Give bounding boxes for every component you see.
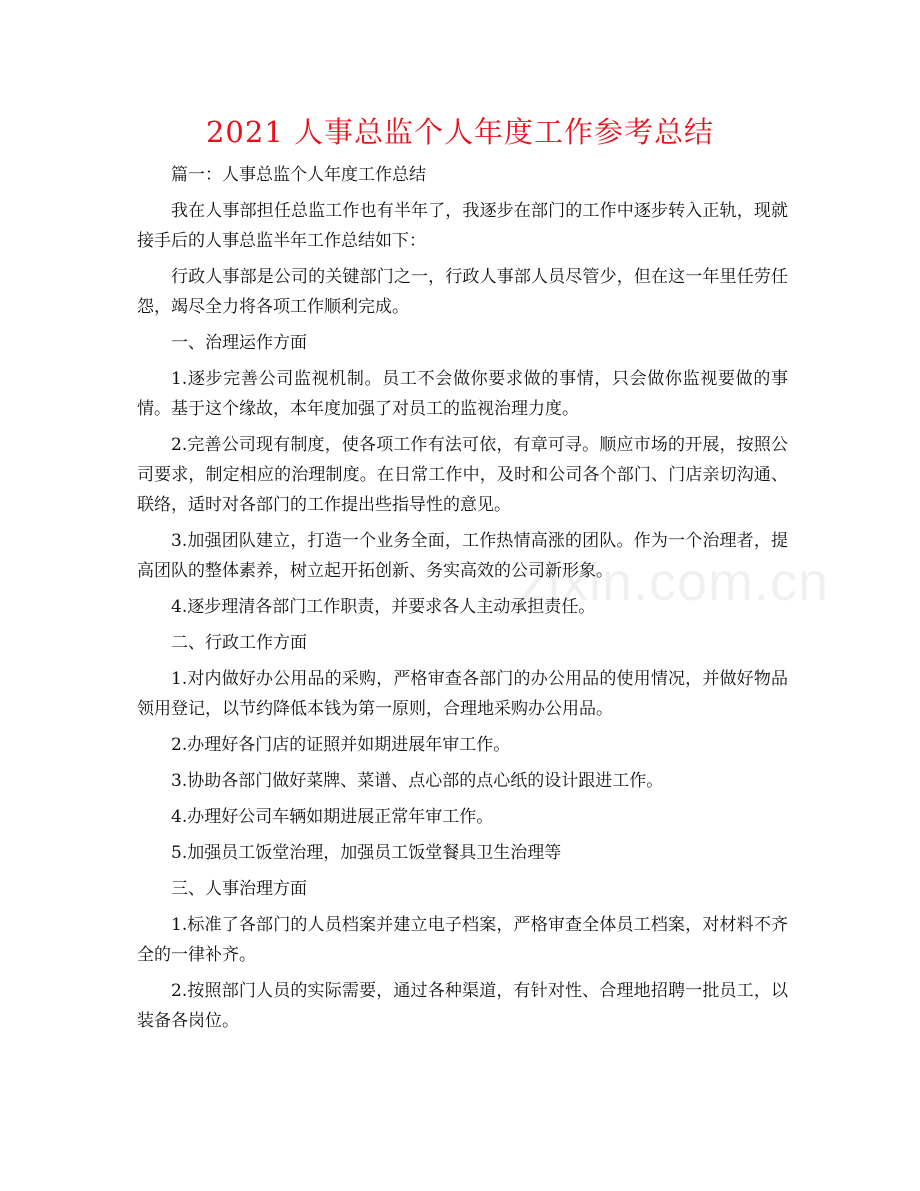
document-title: 2021 人事总监个人年度工作参考总结: [205, 115, 715, 149]
administration-item-4: 4.办理好公司车辆如期进展正常年审工作。: [171, 807, 494, 827]
section-heading-management: 一、治理运作方面: [171, 333, 307, 353]
intro-paragraph: 我在人事部担任总监工作也有半年了，我逐步在部门的工作中逐步转入正轨，现就接手后的人事总监半年工作总结如下：: [137, 201, 788, 251]
department-overview-paragraph: 行政人事部是公司的关键部门之一，行政人事部人员尽管少，但在这一年里任劳任怨，竭尽全力将各项工作顺利完成。: [137, 267, 788, 317]
administration-item-3: 3.协助各部门做好菜牌、菜谱、点心部的点心纸的设计跟进工作。: [171, 771, 664, 791]
section-heading-administration: 二、行政工作方面: [171, 633, 307, 653]
document-body: [137, 160, 788, 1042]
management-item-3: 3.加强团队建立，打造一个业务全面，工作热情高涨的团队。作为一个治理者，提高团队的整体素养，树立起开拓创新、务实高效的公司新形象。: [137, 531, 788, 581]
administration-item-1: 1.对内做好办公用品的采购，严格审查各部门的办公用品的使用情况，并做好物品领用登记，以节约降低本钱为第一原则，合理地采购办公用品。: [137, 669, 788, 719]
watermark-text: zixin.com.cn: [520, 552, 830, 612]
personnel-item-2: 2.按照部门人员的实际需要，通过各种渠道，有针对性、合理地招聘一批员工，以装备各岗位。: [137, 981, 788, 1031]
section-heading-article-one: 篇一：人事总监个人年度工作总结: [171, 165, 426, 185]
management-item-4: 4.逐步理清各部门工作职责，并要求各人主动承担责任。: [171, 597, 596, 617]
management-item-2: 2.完善公司现有制度，使各项工作有法可依，有章可寻。顺应市场的开展，按照公司要求，制定相应的治理制度。在日常工作中，及时和公司各个部门、门店亲切沟通、联络，适时对各部门的工作提出些指导性的意见。: [137, 435, 788, 515]
section-heading-personnel: 三、人事治理方面: [171, 879, 307, 899]
administration-item-2: 2.办理好各门店的证照并如期进展年审工作。: [171, 735, 511, 755]
administration-item-5: 5.加强员工饭堂治理，加强员工饭堂餐具卫生治理等: [171, 843, 562, 863]
personnel-item-1: 1.标准了各部门的人员档案并建立电子档案，严格审查全体员工档案，对材料不齐全的一律补齐。: [137, 915, 788, 965]
management-item-1: 1.逐步完善公司监视机制。员工不会做你要求做的事情，只会做你监视要做的事情。基于这个缘故，本年度加强了对员工的监视治理力度。: [137, 369, 788, 419]
